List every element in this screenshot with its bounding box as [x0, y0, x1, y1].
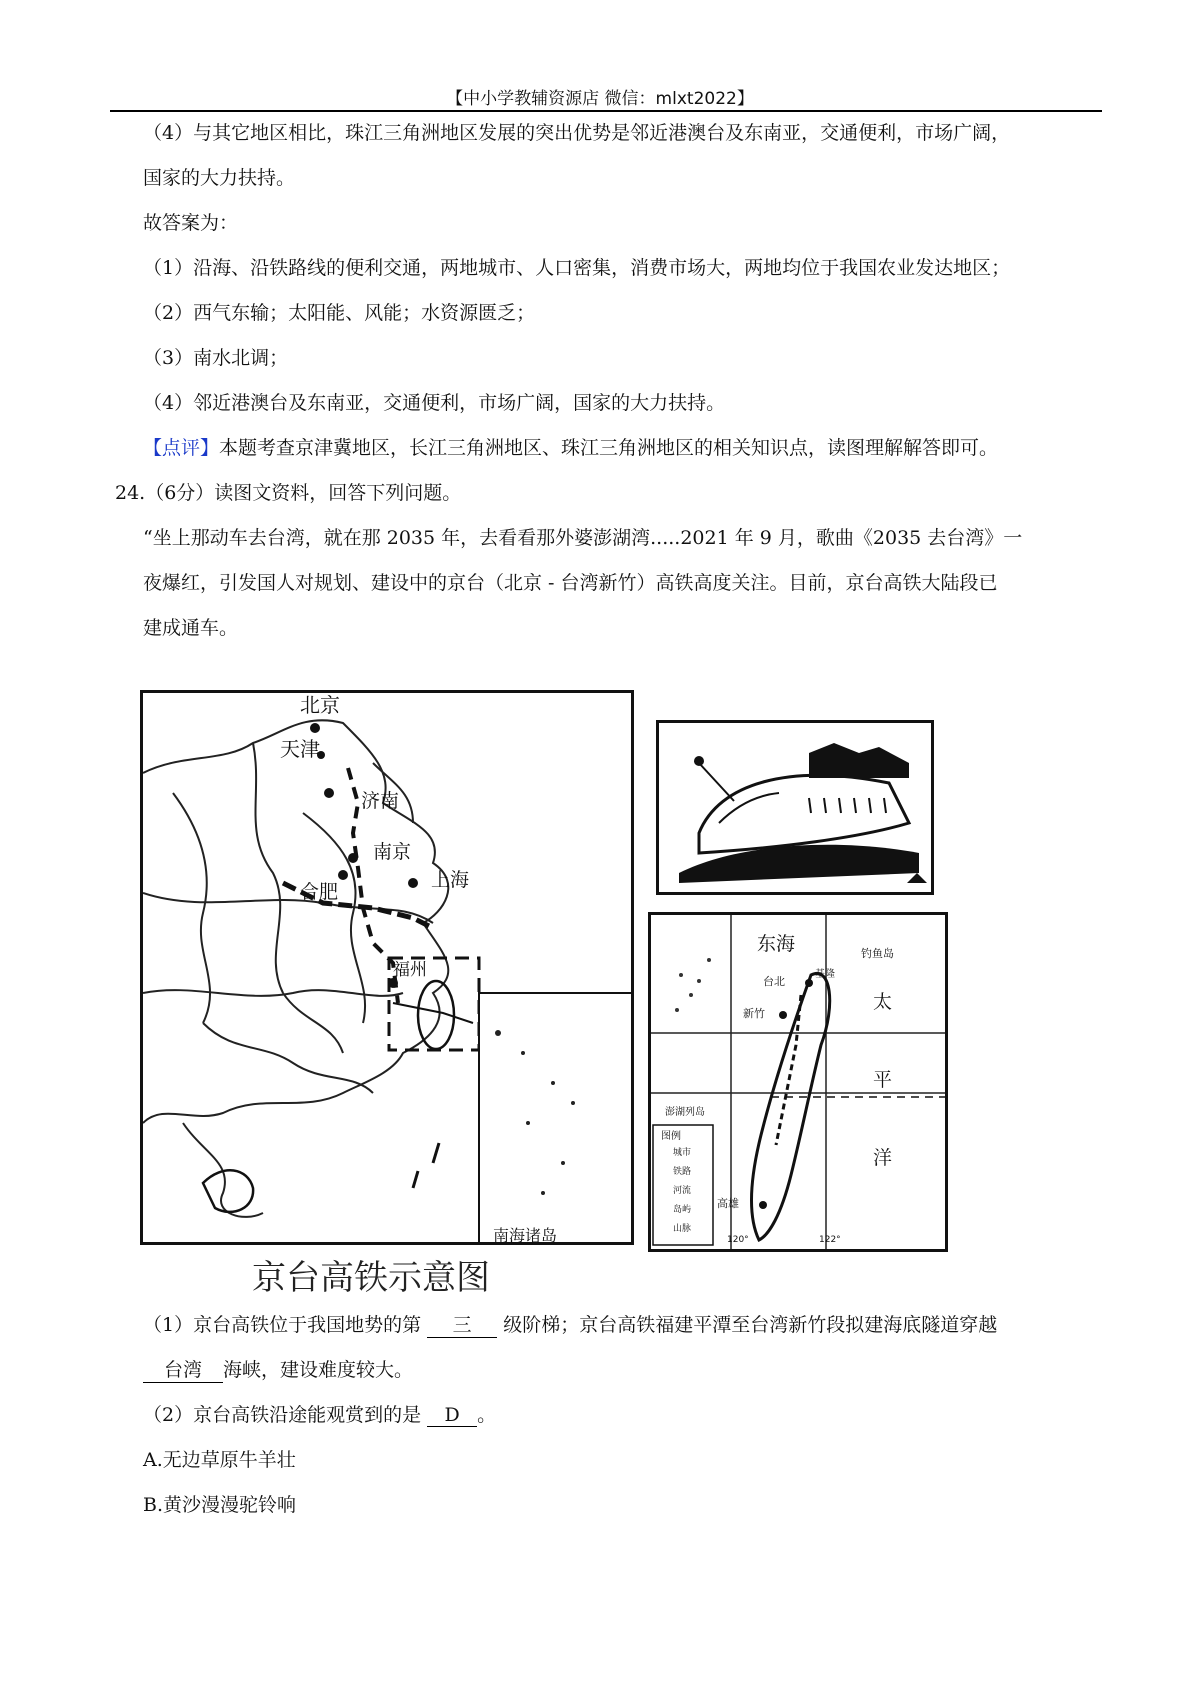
longitude-label: 120° — [727, 1235, 749, 1245]
answer-blank: D — [427, 1404, 477, 1427]
text-line: （1）沿海、沿铁路线的便利交通，两地城市、人口密集，消费市场大，两地均位于我国农业发达地区； — [143, 257, 1011, 279]
sea-label: 太 — [873, 991, 893, 1013]
city-label: 北京 — [300, 693, 340, 717]
figure-railway-map — [140, 690, 960, 1298]
figure-caption: 京台高铁示意图 — [252, 1258, 490, 1298]
text-line: （4）邻近港澳台及东南亚，交通便利，市场广阔，国家的大力扶持。 — [143, 392, 726, 414]
text-line: （3）南水北调； — [143, 347, 289, 369]
city-label: 上海 — [431, 869, 470, 891]
sea-label: 洋 — [873, 1147, 893, 1169]
legend-item: 河流 — [673, 1186, 692, 1196]
legend-item: 山脉 — [673, 1224, 692, 1234]
train-illustration — [656, 720, 934, 895]
sea-label: 平 — [873, 1069, 893, 1091]
map-drawing — [143, 693, 634, 1245]
text-line: 故答案为： — [143, 212, 239, 234]
subquestion-1-line-1 — [143, 1310, 997, 1338]
question-stem — [115, 478, 461, 505]
subquestion-2 — [143, 1400, 496, 1427]
city-label: 天津 — [280, 737, 320, 761]
place-label: 台北 — [763, 975, 785, 988]
option-b: B.黄沙漫漫驼铃响 — [143, 1494, 297, 1516]
text-line: （4）与其它地区相比，珠江三角洲地区发展的突出优势是邻近港澳台及东南亚，交通便利，市场广阔， — [143, 122, 1011, 144]
comment-text: 本题考查京津冀地区，长江三角洲地区、珠江三角洲地区的相关知识点，读图理解解答即可。 — [219, 437, 999, 459]
question-prompt: （6分）读图文资料，回答下列问题。 — [145, 482, 462, 504]
city-label: 合肥 — [300, 881, 339, 903]
text-line: （2）西气东输；太阳能、风能；水资源匮乏； — [143, 302, 536, 324]
train-drawing — [659, 723, 934, 895]
china-east-map — [140, 690, 634, 1245]
legend-item: 铁路 — [673, 1167, 692, 1177]
comment-line — [143, 433, 998, 460]
quote-line: 夜爆红，引发国人对规划、建设中的京台（北京 - 台湾新竹）高铁高度关注。目前，京台高铁大陆段已 — [143, 572, 998, 594]
quote-line: “坐上那动车去台湾，就在那 2035 年，去看看那外婆澎湖湾.....2021 年 9 月，歌曲《2035 去台湾》一 — [143, 527, 1023, 549]
subquestion-1-suffix: 海峡，建设难度较大。 — [223, 1359, 414, 1381]
comment-tag: 【点评】 — [143, 437, 220, 459]
legend-title: 图例 — [661, 1131, 681, 1142]
header-divider — [110, 110, 1102, 112]
subquestion-1-line-2 — [143, 1355, 413, 1383]
quote-line: 建成通车。 — [143, 617, 239, 639]
question-number: 24. — [115, 482, 146, 504]
taiwan-drawing — [651, 915, 948, 1252]
place-label: 钓鱼岛 — [861, 947, 894, 960]
place-label: 高雄 — [717, 1197, 739, 1210]
subquestion-2-suffix: 。 — [477, 1404, 497, 1426]
sea-label: 东海 — [757, 933, 796, 955]
legend-item: 岛屿 — [673, 1205, 692, 1215]
text-line: 国家的大力扶持。 — [143, 167, 296, 189]
subquestion-2-prefix: （2）京台高铁沿途能观赏到的是 — [143, 1404, 422, 1426]
answer-blank: 三 — [427, 1310, 497, 1338]
city-label: 南京 — [373, 841, 412, 863]
city-label: 济南 — [361, 790, 400, 812]
taiwan-inset-map — [648, 912, 948, 1252]
place-label: 新竹 — [743, 1007, 765, 1020]
answer-blank: 台湾 — [143, 1355, 223, 1383]
south-sea-inset-label: 南海诸岛 — [493, 1226, 558, 1245]
longitude-label: 122° — [819, 1235, 841, 1245]
place-label: 澎湖列岛 — [665, 1107, 705, 1118]
subquestion-1-prefix: （1）京台高铁位于我国地势的第 — [143, 1314, 422, 1336]
subquestion-1-middle: 级阶梯；京台高铁福建平潭至台湾新竹段拟建海底隧道穿越 — [503, 1314, 998, 1336]
place-label: 基隆 — [815, 969, 835, 980]
option-a: A.无边草原牛羊壮 — [143, 1449, 296, 1471]
legend-item: 城市 — [673, 1148, 692, 1158]
city-label: 福州 — [393, 960, 427, 980]
page-header: 【中小学教辅资源店 微信：mlxt2022】 — [446, 89, 754, 109]
